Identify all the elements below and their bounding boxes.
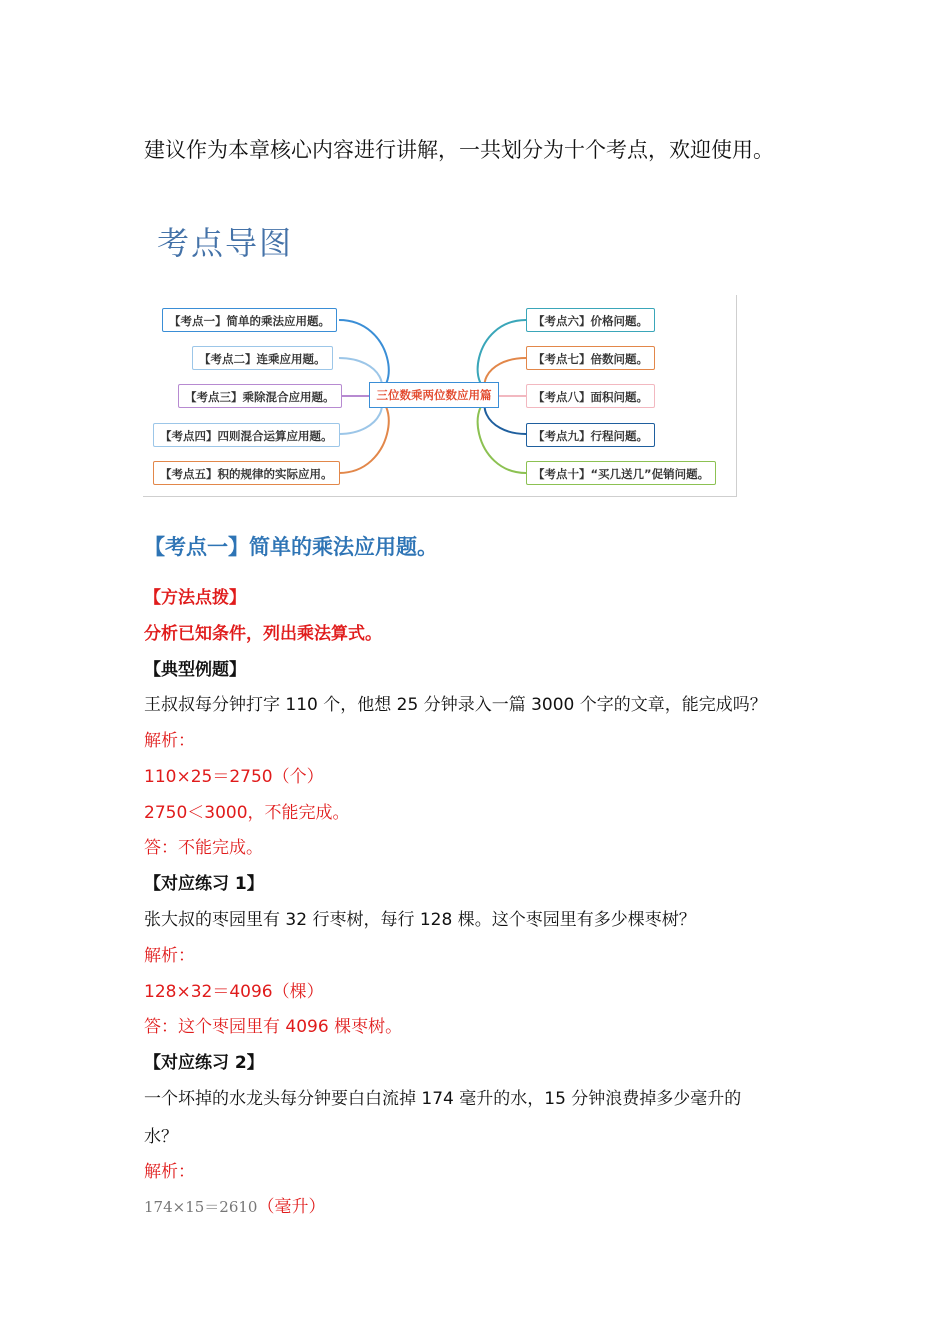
- mind-map-node-10: 【考点十】“买几送几”促销问题。: [526, 461, 716, 485]
- mind-map-node-2: 【考点二】连乘应用题。: [192, 346, 333, 370]
- example-analysis-label: 解析：: [144, 731, 195, 751]
- practice-2-question-line-2: 水？: [144, 1127, 178, 1147]
- section-title: 【考点一】简单的乘法应用题。: [144, 535, 438, 559]
- mind-map-node-1: 【考点一】简单的乘法应用题。: [162, 308, 337, 332]
- practice-2-step-1-unit: （毫升）: [257, 1197, 326, 1217]
- practice-1-answer: 答：这个枣园里有 4096 棵枣树。: [144, 1017, 403, 1037]
- mind-map-center: 三位数乘两位数应用篇: [369, 382, 499, 408]
- example-label: 【典型例题】: [144, 660, 246, 680]
- mind-map: [143, 295, 737, 497]
- intro-text: 建议作为本章核心内容进行讲解，一共划分为十个考点，欢迎使用。: [144, 138, 774, 162]
- practice-2-label: 【对应练习 2】: [144, 1053, 264, 1073]
- example-question: 王叔叔每分钟打字 110 个，他想 25 分钟录入一篇 3000 个字的文章，能完成吗？: [144, 695, 767, 715]
- example-answer: 答：不能完成。: [144, 838, 263, 858]
- practice-2-step-1-formula: 174×15＝2610: [144, 1198, 258, 1216]
- example-step-1: 110×25＝2750（个）: [144, 767, 324, 787]
- practice-2-analysis-label: 解析：: [144, 1162, 195, 1182]
- map-heading: 考点导图: [157, 224, 294, 262]
- mind-map-node-9: 【考点九】行程问题。: [526, 423, 655, 447]
- practice-1-analysis-label: 解析：: [144, 946, 195, 966]
- method-label: 【方法点拨】: [144, 588, 246, 608]
- practice-1-label: 【对应练习 1】: [144, 874, 264, 894]
- mind-map-node-6: 【考点六】价格问题。: [526, 308, 655, 332]
- practice-1-question: 张大叔的枣园里有 32 行枣树，每行 128 棵。这个枣园里有多少棵枣树？: [144, 910, 696, 930]
- mind-map-node-7: 【考点七】倍数问题。: [526, 346, 655, 370]
- mind-map-node-4: 【考点四】四则混合运算应用题。: [153, 423, 340, 447]
- practice-1-step-1: 128×32＝4096（棵）: [144, 982, 324, 1002]
- mind-map-node-5: 【考点五】积的规律的实际应用。: [153, 461, 340, 485]
- practice-2-step-1: [144, 1192, 325, 1217]
- mind-map-node-3: 【考点三】乘除混合应用题。: [178, 384, 342, 408]
- practice-2-question-line-1: 一个坏掉的水龙头每分钟要白白流掉 174 毫升的水，15 分钟浪费掉多少毫升的: [144, 1089, 742, 1109]
- mind-map-node-8: 【考点八】面积问题。: [526, 384, 655, 408]
- method-text: 分析已知条件，列出乘法算式。: [144, 624, 382, 644]
- example-step-2: 2750＜3000，不能完成。: [144, 803, 350, 823]
